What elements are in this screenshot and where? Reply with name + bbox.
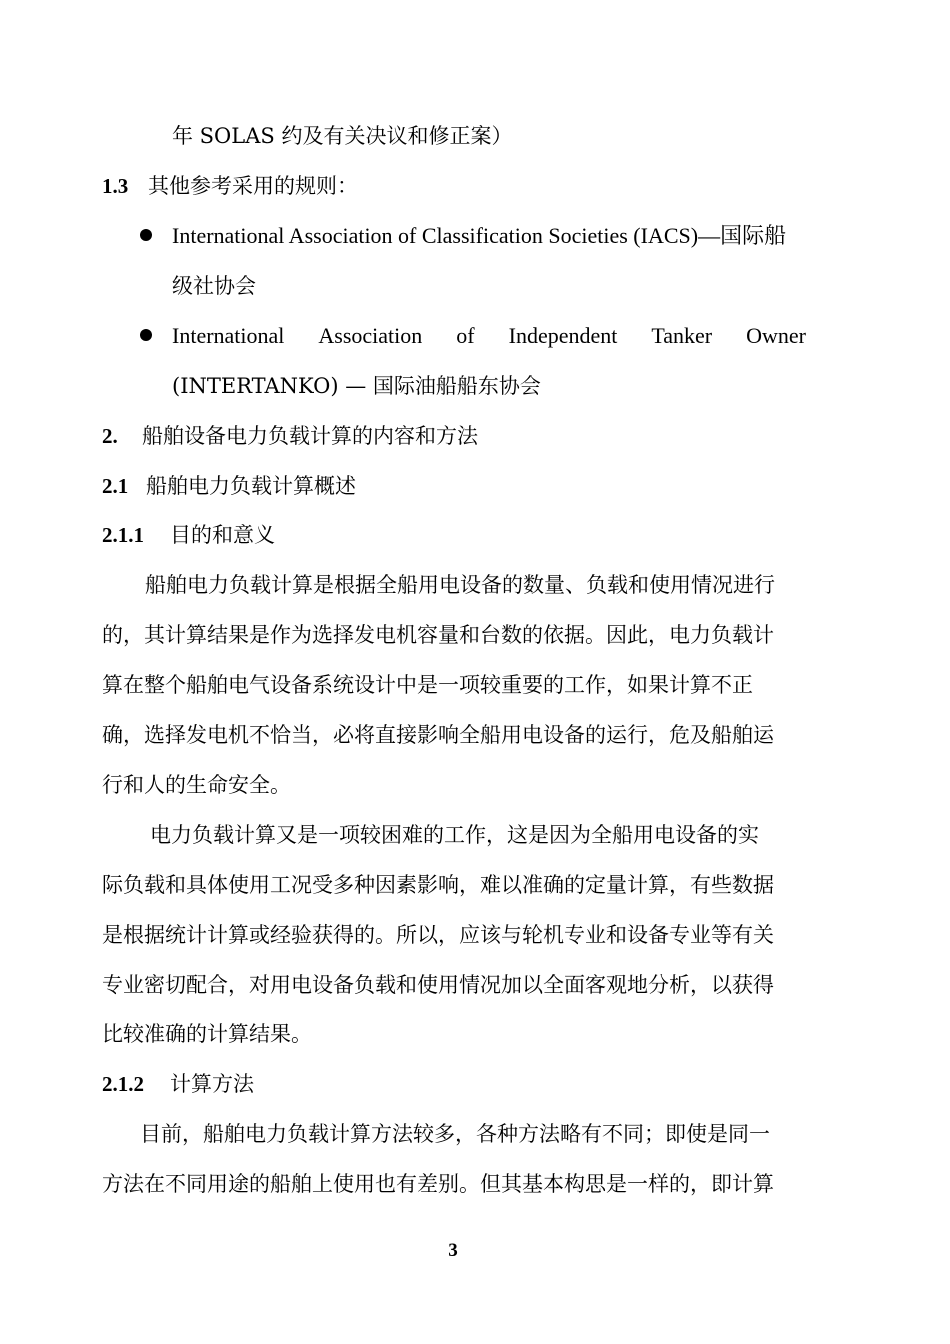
paragraph-line: 的，其计算结果是作为选择发电机容量和台数的依据。因此，电力负载计 (102, 623, 774, 647)
section-number: 1.3 (102, 174, 129, 198)
paragraph-line: 行和人的生命安全。 (102, 773, 291, 797)
word: Tanker (651, 323, 713, 348)
section-title: 目的和意义 (170, 523, 275, 547)
section-title: 其他参考采用的规则： (148, 174, 358, 198)
paragraph-line: 比较准确的计算结果。 (102, 1022, 312, 1046)
bullet-item-intertanko-cont: (INTERTANKO) — 国际油船船东协会 (172, 374, 541, 398)
word: International (172, 323, 285, 348)
paragraph-line: 算在整个船舶电气设备系统设计中是一项较重要的工作，如果计算不正 (102, 673, 753, 697)
paragraph-line: 确，选择发电机不恰当，必将直接影响全船用电设备的运行，危及船舶运 (102, 723, 774, 747)
section-heading-2-1-1 (102, 520, 275, 550)
section-number: 2. (102, 424, 118, 448)
bullet-dot-icon (140, 329, 152, 341)
page-number: 3 (448, 1240, 458, 1261)
paragraph-line: 船舶电力负载计算是根据全船用电设备的数量、负载和使用情况进行 (145, 573, 775, 597)
bullet-item-iacs-cont: 级社协会 (172, 274, 256, 298)
section-title: 船舶设备电力负载计算的内容和方法 (142, 424, 478, 448)
word: Owner (746, 323, 806, 348)
section-heading-2-1 (102, 471, 356, 501)
bullet-item-intertanko (172, 321, 806, 351)
section-heading-2 (102, 421, 478, 451)
paragraph-line: 目前，船舶电力负载计算方法较多，各种方法略有不同；即使是同一 (140, 1122, 770, 1146)
paragraph-line: 是根据统计计算或经验获得的。所以，应该与轮机专业和设备专业等有关 (102, 923, 774, 947)
word: of (456, 323, 475, 348)
paragraph-line: 电力负载计算又是一项较困难的工作，这是因为全船用电设备的实 (150, 823, 759, 847)
paragraph-line: 方法在不同用途的船舶上使用也有差别。但其基本构思是一样的，即计算 (102, 1172, 774, 1196)
text-line-solas: 年 SOLAS 约及有关决议和修正案） (172, 124, 513, 148)
bullet-item-iacs: International Association of Classification Societies (IACS)—国际船 (172, 223, 787, 248)
section-heading-1-3 (102, 171, 358, 201)
word: Independent (508, 323, 618, 348)
section-number: 2.1 (102, 474, 129, 498)
section-number: 2.1.2 (102, 1072, 144, 1096)
section-number: 2.1.1 (102, 523, 144, 547)
section-title: 计算方法 (170, 1072, 254, 1096)
word: Association (318, 323, 423, 348)
paragraph-line: 专业密切配合，对用电设备负载和使用情况加以全面客观地分析，以获得 (102, 973, 774, 997)
paragraph-line: 际负载和具体使用工况受多种因素影响，难以准确的定量计算，有些数据 (102, 873, 774, 897)
section-title: 船舶电力负载计算概述 (146, 474, 356, 498)
bullet-dot-icon (140, 229, 152, 241)
section-heading-2-1-2 (102, 1069, 254, 1099)
